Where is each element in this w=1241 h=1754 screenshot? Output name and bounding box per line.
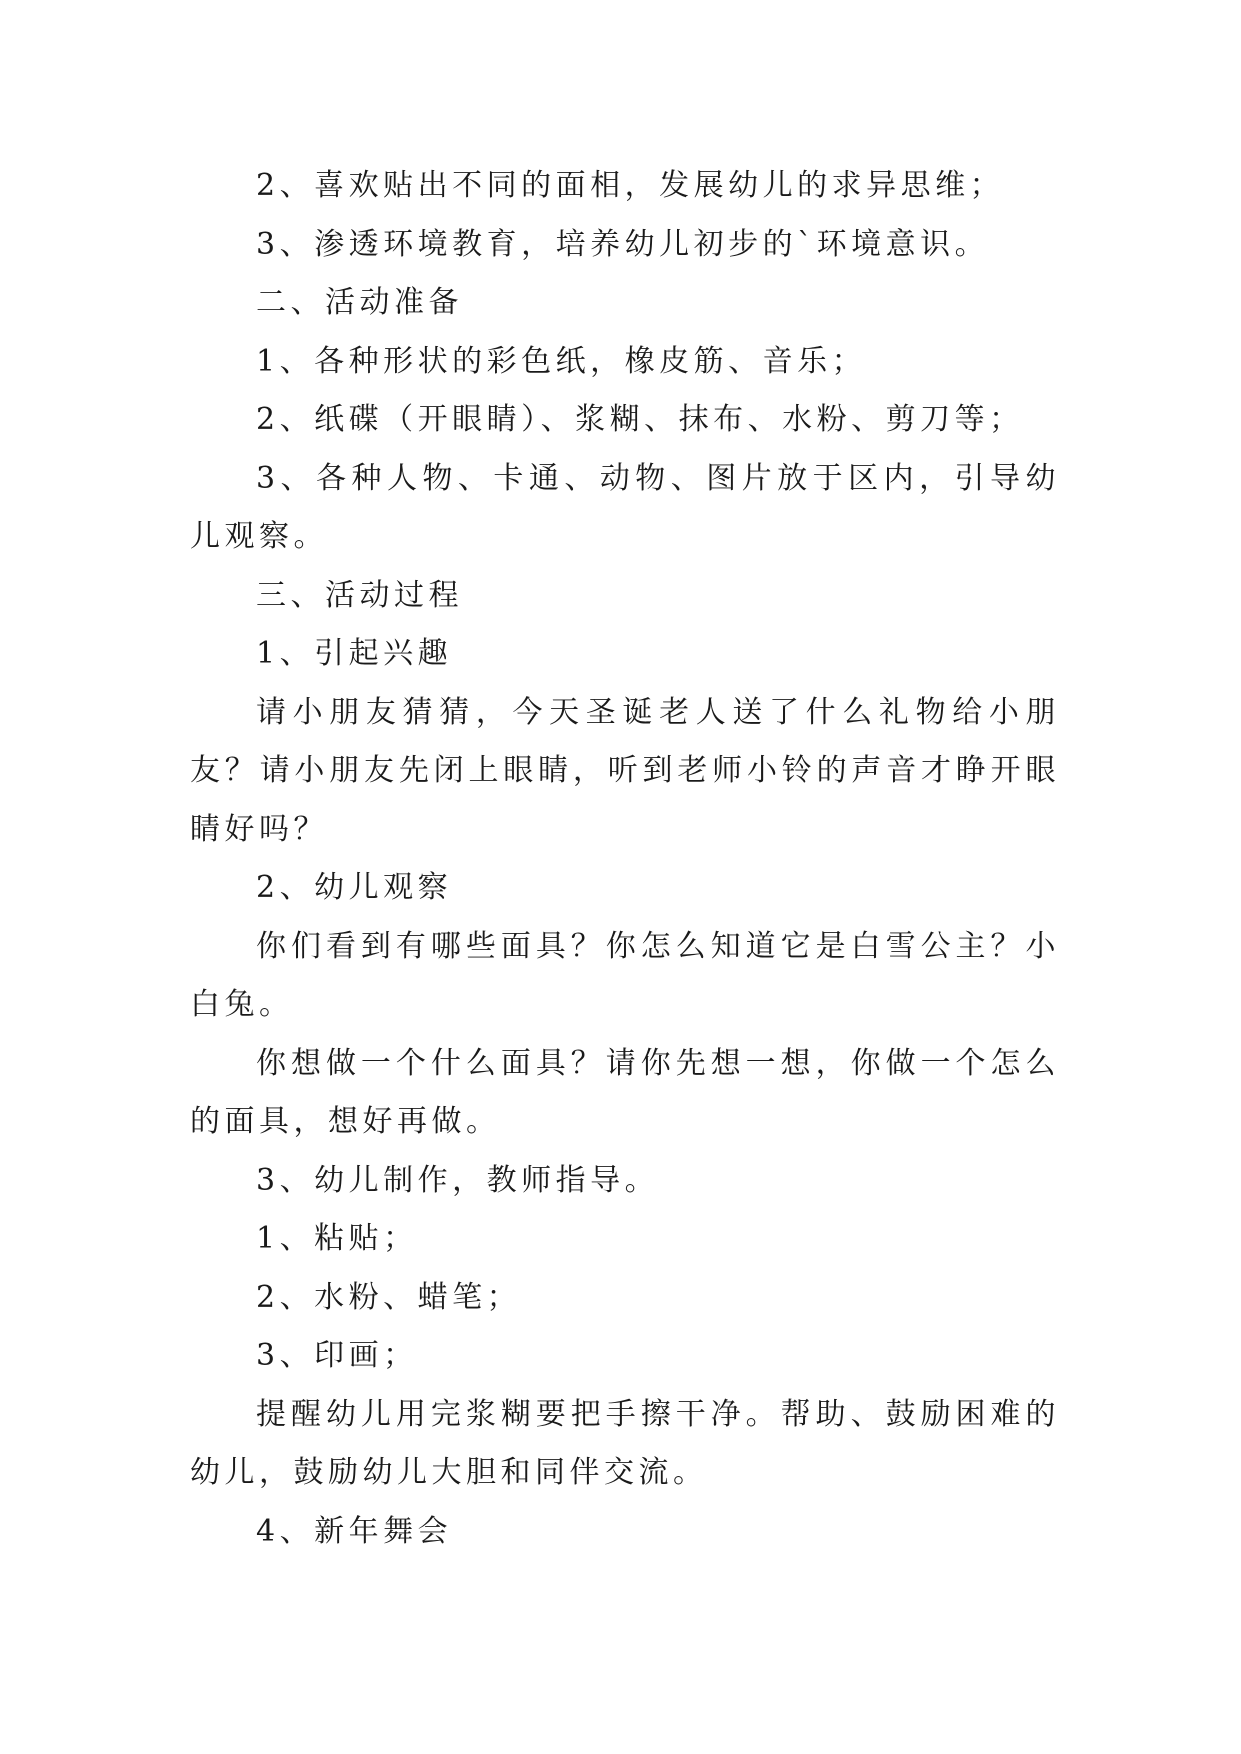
section-heading-process: 三、活动过程	[256, 577, 463, 613]
paragraph-prep-3: 3、各种人物、卡通、动物、图片放于区内，引导幼儿观察。	[190, 460, 1060, 554]
paragraph-making-1: 1、粘贴；	[256, 1221, 418, 1256]
paragraph-observe-2: 你想做一个什么面具？请你先想一想，你做一个怎么的面具，想好再做。	[190, 1045, 1060, 1139]
paragraph-prep-1: 1、各种形状的彩色纸，橡皮筋、音乐；	[256, 343, 867, 379]
step-heading-observe: 2、幼儿观察	[256, 870, 453, 905]
paragraph-observe-1: 你们看到有哪些面具？你怎么知道它是白雪公主？小白兔。	[190, 928, 1060, 1022]
paragraph-making-2: 2、水粉、蜡笔；	[256, 1279, 522, 1315]
paragraph-interest: 请小朋友猜猜，今天圣诞老人送了什么礼物给小朋友？请小朋友先闭上眼睛，听到老师小铃的声音才睁开眼睛好吗？	[190, 694, 1060, 847]
paragraph-goal-2: 2、喜欢贴出不同的面相，发展幼儿的求异思维；	[256, 168, 1005, 203]
paragraph-prep-2: 2、纸碟（开眼睛）、浆糊、抹布、水粉、剪刀等；	[256, 402, 1024, 437]
paragraph-goal-3: 3、渗透环境教育，培养幼儿初步的`环境意识。	[256, 226, 990, 262]
step-heading-dance: 4、新年舞会	[256, 1513, 453, 1549]
paragraph-reminder: 提醒幼儿用完浆糊要把手擦干净。帮助、鼓励困难的幼儿，鼓励幼儿大胆和同伴交流。	[190, 1396, 1060, 1490]
document-body	[190, 157, 1060, 1561]
step-heading-making: 3、幼儿制作，教师指导。	[256, 1162, 660, 1198]
section-heading-preparation: 二、活动准备	[256, 285, 463, 320]
paragraph-making-3: 3、印画；	[256, 1338, 418, 1373]
step-heading-interest: 1、引起兴趣	[256, 636, 453, 671]
